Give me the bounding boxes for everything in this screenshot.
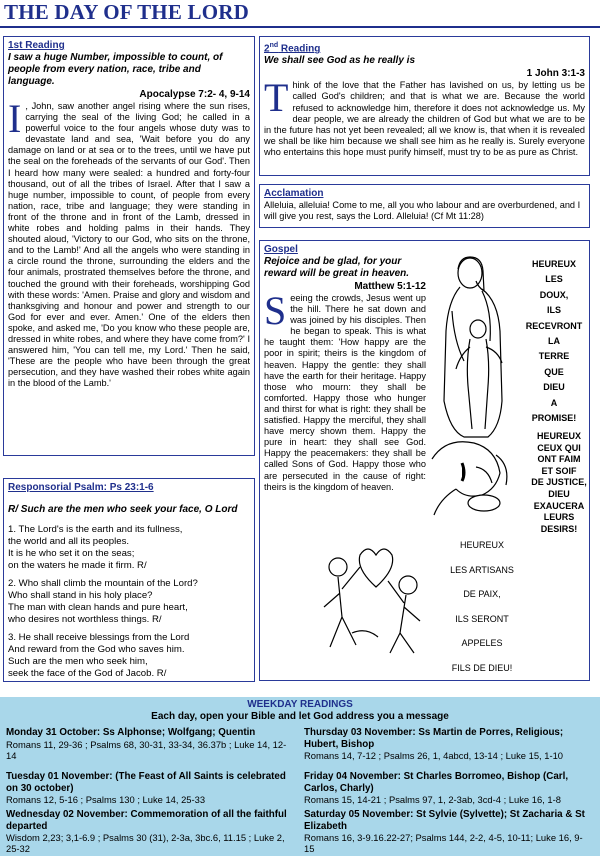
second-reading-body: hink of the love that the Father has lavished on us, by letting us be called God's children; and that is what we are. Because the world refused to acknowledge him, therefore it does not acknowledge us. My dear people, we are already the children of God but what we are to be in the future has not yet been revealed; all we know is, that when it is revealed we shall be like him because we shall see him as he really is. Surely everyone who entertains this hope must purify himself, must try to be as pure as Christ. [264,80,585,157]
drop-cap: T [264,75,289,121]
gospel-reference: Matthew 5:1-12 [354,281,426,292]
day-readings: Romans 14, 7-12 ; Psalms 26, 1, 4abcd, 13-14 ; Luke 15, 1-10 [304,750,564,761]
acclamation-box [259,184,590,228]
french-line: ILS [546,305,561,316]
french-line: LEURS [543,512,575,523]
page-header [0,0,600,28]
heading-rest: Reading [278,43,321,55]
weekday-wednesday [6,809,294,854]
hunger-thirst-illustration [426,429,522,525]
french-line: CEUX QUI [537,442,581,453]
drop-cap: S [264,288,287,333]
french-line: TERRE [538,351,570,362]
page-title: THE DAY OF THE LORD [4,0,249,24]
weekday-subtitle: Each day, open your Bible and let God address you a message [151,711,449,722]
psalm-line: 1. The Lord's is the earth and its fullness, [8,524,183,535]
gospel-body: eeing the crowds, Jesus went up the hill. There he sat down and was joined by his disciples. Then he began to speak. This is what he taught them: 'How happy are the poor in spirit; theirs is the kingdom of heaven. Happy the gentle: they shall have the earth for their heritage. Happy those who mourn: they shall be comforted. Happy those who hunger and thirst for what is right: they shall be satisfied. Happy the merciful, they shall have mercy shown them. Happy the pure in heart: they shall see God. Happy the peacemakers: they shall be called Sons of God. Happy those who are persecuted in the cause of right: theirs is the kingdom of heaven. [264,293,426,492]
day-date: Friday 04 November: St Charles Borromeo, Bishop (Carl, Carlos, Charly) [304,771,569,794]
weekday-thursday [304,727,592,761]
psalm-box [3,478,255,682]
second-reading-box [259,36,590,176]
psalm-line: on the waters he made it firm. R/ [8,560,147,571]
french-line: DE JUSTICE, [531,477,587,488]
french-line: RECEVRONT [525,320,583,331]
second-reading-text [264,75,585,158]
french-line: LES ARTISANS [450,564,514,575]
psalm-line: 2. Who shall climb the mountain of the Lord? [8,578,198,589]
day-date: Wednesday 02 November: Commemoration of all the faithful departed [6,809,287,832]
french-line: HEUREUX [459,540,504,550]
beatitude-peacemakers [430,533,534,680]
heading-superscript: nd [269,42,279,49]
day-readings: Romans 12, 5-16 ; Psalms 130 ; Luke 14, 25-33 [6,794,206,805]
heading-number: 2 [264,43,270,55]
day-readings: Romans 16, 3-9.16.22-27; Psalms 144, 2-2, 4-5, 10-11; Luke 16, 9-15 [304,832,583,854]
psalm-verse-3 [8,632,250,680]
second-reading-lead: We shall see God as he really is [264,55,416,67]
french-line: QUE [544,366,564,377]
gospel-box [259,240,590,681]
french-line: ET SOIF [541,465,577,476]
first-reading-lead: I saw a huge Number, impossible to count, of people from every nation, race, tribe and language. [8,52,223,87]
french-line: LES [545,274,563,285]
psalm-line: The man with clean hands and pure heart, [8,602,188,613]
first-reading-body: , John, saw another angel rising where the sun rises, carrying the seal of the living God; he called in a powerful voice to the four angels whose duty was to devastate land and sea, 'Wait before you do any damage on land or at sea or to the trees, until we have put the seal on the foreheads of the servants of our God'. Then I heard how many were sealed: a hundred and forty-four thousand, out of all the tribes of Israel. After that I saw a huge number, impossible to count, of people from every nation, race, tribe and language; they were standing in front of the throne and in front of the Lamb, dressed in white robes and holding palms in their hands. They shouted aloud, 'Victory to our God, who sits on the throne, and to the Lamb!' And all the angels who were standing in a circle round the throne, surrounding the elders and the four animals, prostrated themselves before the throne, and touched the ground with their foreheads, worshipping God with these words: 'Amen. Praise and glory and wisdom and thanksgiving and honour and power and strength to our God for ever and ever. Amen.' One of the elders then spoke, and asked me, 'Do you know who these people are, dressed in white robes, and where they have come from?' I answered him, 'You can tell me, my Lord.' Then he said, 'These are the people who have been through the great persecution, and they have washed their robes white again in the blood of the Lamb.' [8,101,250,389]
french-line: EXAUCERA [533,500,585,511]
peacemakers-illustration [316,537,428,657]
french-line: PROMISE! [531,413,577,424]
psalm-line: who desires not worthless things. R/ [8,614,162,625]
french-line: HEUREUX [531,259,576,269]
second-reading-reference: 1 John 3:1-3 [526,68,585,80]
gospel-heading: Gospel [264,244,298,255]
psalm-line: Such are the men who seek him, [8,656,148,667]
gospel-text-column [264,244,426,493]
french-line: A [550,397,558,408]
weekday-saturday [304,809,592,854]
weekday-tuesday [6,771,294,805]
drop-cap: I [8,96,22,141]
french-line: APPELES [461,638,503,648]
first-reading-heading: 1st Reading [8,40,65,51]
jesus-with-child-illustration [430,251,522,441]
beatitude-meek [522,257,586,426]
psalm-heading: Responsorial Psalm: Ps 23:1-6 [8,482,154,493]
french-line: LA [548,336,560,347]
psalm-line: 3. He shall receive blessings from the Lord [8,632,190,643]
weekday-readings-panel [0,697,600,856]
acclamation-text: Alleluia, alleluia! Come to me, all you who labour and are overburdened, and I will give you rest, says the Lord. Alleluia! (Cf Mt 11:28) [264,200,581,222]
weekday-monday [6,727,294,761]
second-reading-heading [264,40,585,55]
first-reading-box [3,36,255,456]
french-line: DIEU [548,488,570,499]
day-date: Tuesday 01 November: (The Feast of All Saints is celebrated on 30 october) [6,771,286,794]
gospel-lead: Rejoice and be glad, for your reward will be great in heaven. [264,256,410,279]
french-line: DOUX, [539,289,569,300]
day-readings: Romans 11, 29-36 ; Psalms 68, 30-31, 33-34, 36.37b ; Luke 14, 12-14 [6,738,287,761]
french-line: ILS SERONT [455,613,509,624]
psalm-line: the world and all its peoples. [8,536,130,547]
day-date: Thursday 03 November: Ss Martin de Porres, Religious; Hubert, Bishop [304,727,564,750]
french-line: DESIRS! [540,523,578,534]
gospel-text [264,288,426,493]
weekday-friday [304,771,592,805]
acclamation-heading: Acclamation [264,188,324,199]
french-line: HEUREUX [536,431,581,441]
first-reading-text [8,96,250,389]
day-readings: Wisdom 2,23; 3,1-6.9 ; Psalms 30 (31), 2-3a, 3bc.6, 11.15 ; Luke 2, 25-32 [6,832,285,854]
french-line: ONT FAIM [537,454,581,465]
day-date: Saturday 05 November: St Sylvie (Sylvette); St Zacharia & St Elizabeth [304,809,585,832]
psalm-line: And reward from the God who saves him. [8,644,185,655]
psalm-verse-2 [8,578,250,626]
psalm-line: Who shall stand in his holy place? [8,590,153,601]
beatitude-hunger [528,431,590,535]
french-line: DE PAIX, [463,589,501,599]
psalm-response: R/ Such are the men who seek your face, O Lord [8,504,238,515]
psalm-line: seek the face of the God of Jacob. R/ [8,668,167,679]
weekday-title: WEEKDAY READINGS [247,699,353,710]
french-line: DIEU [543,382,565,393]
day-readings: Romans 15, 14-21 ; Psalms 97, 1, 2-3ab, 3cd-4 ; Luke 16, 1-8 [304,794,561,805]
psalm-verse-1 [8,524,250,572]
psalm-line: It is he who set it on the seas; [8,548,135,559]
first-reading-reference: Apocalypse 7:2- 4, 9-14 [139,89,250,100]
french-line: FILS DE DIEU! [451,662,513,673]
day-date: Monday 31 October: Ss Alphonse; Wolfgang; Quentin [6,727,256,738]
